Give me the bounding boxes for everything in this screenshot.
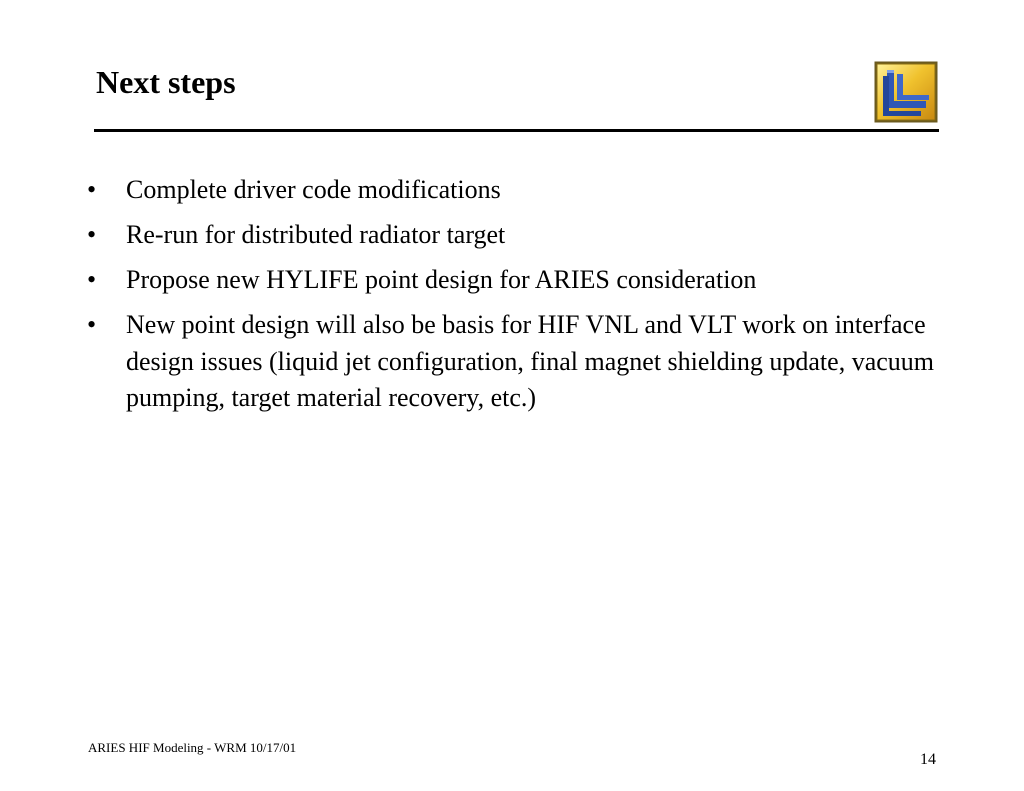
bullet-item [84,262,944,299]
footer-text: ARIES HIF Modeling - WRM 10/17/01 [88,740,297,755]
bullet-text: New point design will also be basis for HIF VNL and VLT work on interface design issues (liquid jet configuration, final magnet shielding update, vacuum pumping, target material recovery, etc.) [126,310,934,412]
bullet-marker: • [87,310,97,339]
bullet-item [84,307,944,417]
bullet-marker: • [87,220,97,249]
bullet-item [84,172,944,209]
bullet-text: Complete driver code modifications [126,175,501,204]
bullet-text: Propose new HYLIFE point design for ARIES consideration [126,265,757,294]
llnl-logo-icon [874,61,938,123]
bullet-list [84,172,944,425]
bullet-marker: • [87,265,97,294]
bullet-item [84,217,944,254]
slide-title: Next steps [96,64,236,100]
bullet-marker: • [87,175,97,204]
page-number: 14 [920,751,936,768]
bullet-text: Re-run for distributed radiator target [126,220,506,249]
title-divider [94,129,939,132]
